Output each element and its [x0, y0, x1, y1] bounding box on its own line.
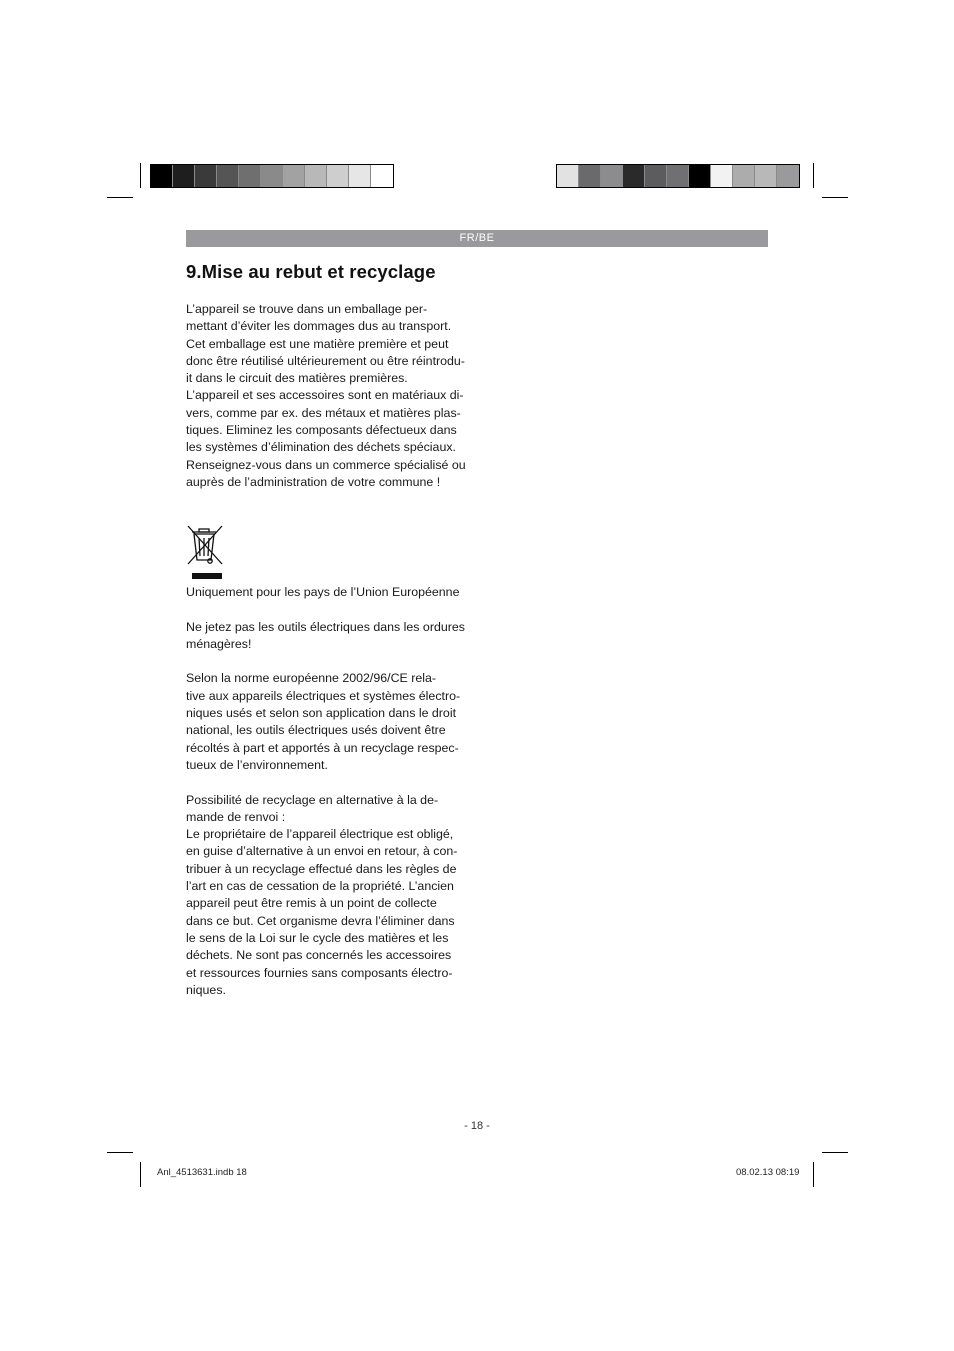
weee-caption: Uniquement pour les pays de l’Union Européenne — [186, 585, 460, 599]
text-line: tiques. Eliminez les composants défectueux dans — [186, 423, 457, 438]
crop-mark — [140, 1162, 141, 1187]
recycling-alternative-paragraph — [186, 792, 476, 1000]
household-disposal-paragraph — [186, 619, 476, 654]
crossed-out-wheelie-bin-icon — [186, 524, 226, 580]
color-swatch — [217, 165, 239, 187]
text-line: donc être réutilisé ultérieurement ou être réintrodu- — [186, 353, 465, 368]
text-line: tive aux appareils électriques et systèmes électro- — [186, 688, 461, 703]
color-swatch — [283, 165, 305, 187]
language-header-bar: FR/BE — [186, 230, 768, 247]
text-line: mettant d’éviter les dommages dus au transport. — [186, 319, 452, 334]
color-swatch — [645, 165, 667, 187]
text-line: les systèmes d’élimination des déchets spéciaux. — [186, 440, 456, 455]
directive-paragraph — [186, 670, 476, 774]
color-swatch — [173, 165, 195, 187]
text-line: auprès de l’administration de votre commune ! — [186, 474, 441, 489]
crop-mark — [822, 197, 848, 198]
text-line: niques. — [186, 982, 226, 997]
text-line: tribuer à un recyclage effectué dans les règles de — [186, 861, 457, 876]
timestamp-slug: 08.02.13 08:19 — [736, 1167, 800, 1178]
text-line: et ressources fournies sans composants électro- — [186, 965, 453, 980]
text-line: le sens de la Loi sur le cycle des matières et les — [186, 930, 449, 945]
text-line: l’art en cas de cessation de la propriété. L’ancien — [186, 879, 454, 894]
color-swatch — [305, 165, 327, 187]
text-line: Cet emballage est une matière première et peut — [186, 336, 449, 351]
color-swatch — [777, 165, 799, 187]
crop-mark — [140, 163, 141, 188]
crop-mark — [813, 163, 814, 188]
text-line: Le propriétaire de l’appareil électrique est obligé, — [186, 827, 454, 842]
text-line: dans ce but. Cet organisme devra l’éliminer dans — [186, 913, 455, 928]
page-number: - 18 - — [464, 1120, 490, 1132]
text-line: L’appareil se trouve dans un emballage per- — [186, 302, 428, 316]
crop-mark — [813, 1162, 814, 1187]
color-swatch — [601, 165, 623, 187]
color-swatch — [623, 165, 645, 187]
text-line: ménagères! — [186, 636, 252, 651]
color-swatch — [557, 165, 579, 187]
intro-paragraph — [186, 301, 476, 491]
color-swatch — [327, 165, 349, 187]
text-line: tueux de l’environnement. — [186, 757, 328, 772]
color-swatch — [371, 165, 393, 187]
color-swatch — [195, 165, 217, 187]
section-title: 9.Mise au rebut et recyclage — [186, 261, 436, 282]
text-line: it dans le circuit des matières premières. — [186, 371, 408, 386]
color-swatch — [239, 165, 261, 187]
text-line: appareil peut être remis à un point de collecte — [186, 896, 437, 911]
color-swatch — [711, 165, 733, 187]
text-line: Renseignez-vous dans un commerce spécialisé ou — [186, 457, 466, 472]
text-line: Selon la norme européenne 2002/96/CE rela- — [186, 671, 437, 686]
text-line: Possibilité de recyclage en alternative à la de- — [186, 792, 439, 807]
text-line: en guise d’alternative à un envoi en retour, à con- — [186, 844, 458, 859]
text-line: niques usés et selon son application dans le droit — [186, 706, 457, 721]
crop-mark — [822, 1152, 848, 1153]
text-line: national, les outils électriques usés doivent être — [186, 723, 446, 738]
text-line: L’appareil et ses accessoires sont en matériaux di- — [186, 388, 464, 403]
color-swatch — [689, 165, 711, 187]
color-swatch — [733, 165, 755, 187]
text-line: vers, comme par ex. des métaux et matières plas- — [186, 405, 461, 420]
color-calibration-bar-left — [150, 164, 394, 188]
weee-text — [186, 584, 476, 999]
text-line: mande de renvoi : — [186, 809, 286, 824]
intro-text — [186, 301, 476, 491]
file-slug: Anl_4513631.indb 18 — [157, 1167, 247, 1178]
color-swatch — [755, 165, 777, 187]
color-swatch — [579, 165, 601, 187]
crop-mark — [107, 197, 133, 198]
color-swatch — [349, 165, 371, 187]
color-swatch — [151, 165, 173, 187]
crop-mark — [107, 1152, 133, 1153]
text-line: récoltés à part et apportés à un recyclage respec- — [186, 740, 459, 755]
color-swatch — [667, 165, 689, 187]
color-swatch — [261, 165, 283, 187]
text-line: déchets. Ne sont pas concernés les accessoires — [186, 948, 452, 963]
color-calibration-bar-right — [556, 164, 800, 188]
text-line: Ne jetez pas les outils électriques dans les ordures — [186, 619, 465, 634]
